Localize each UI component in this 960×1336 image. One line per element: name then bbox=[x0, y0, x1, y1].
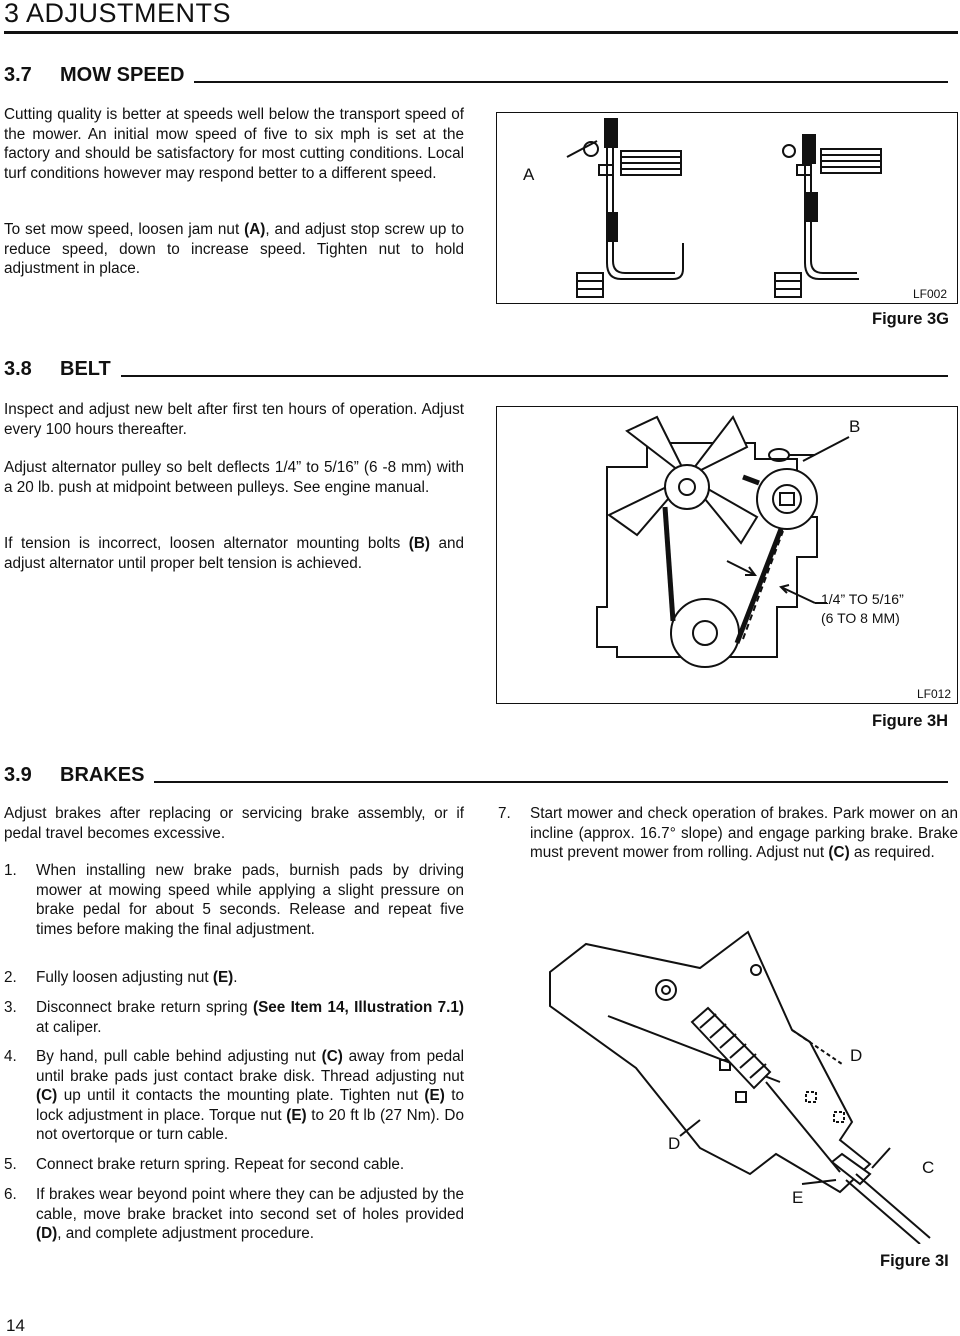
ref-c: (C) bbox=[36, 1087, 58, 1104]
step-number: 2. bbox=[4, 969, 17, 986]
text: If tension is incorrect, loosen alternator mounting bolts bbox=[4, 535, 409, 552]
section-title: BELT bbox=[60, 358, 111, 380]
step-text: Connect brake return spring. Repeat for second cable. bbox=[36, 1156, 405, 1173]
figure-code: LF002 bbox=[913, 287, 948, 301]
chapter-title: 3 ADJUSTMENTS bbox=[4, 0, 232, 28]
step-text bbox=[36, 998, 464, 1037]
section-heading-belt bbox=[4, 358, 948, 381]
text: Start mower and check operation of brakes. Park mower on an incline (approx. 16.7° slope) and engage parking brake. Brake must prevent mower from rolling. Adjust nut bbox=[530, 805, 958, 861]
step-text: When installing new brake pads, burnish pads by driving mower at mowing speed while applying a slight pressure on brake pedal for about 5 seconds. Release and repeat five times before making the final adjustment. bbox=[36, 862, 464, 938]
step-text bbox=[36, 1047, 464, 1145]
label-b: B bbox=[849, 417, 861, 436]
text: , and adjust stop screw up to reduce speed, down to increase speed. Tighten nut to hold adjustment in place. bbox=[4, 221, 464, 277]
section-number: 3.7 bbox=[4, 64, 32, 86]
text: Fully loosen adjusting nut bbox=[36, 969, 213, 986]
step-number: 7. bbox=[498, 805, 511, 822]
figure-code: LF012 bbox=[917, 687, 952, 701]
section-title: MOW SPEED bbox=[60, 64, 185, 86]
chapter-rule bbox=[4, 31, 958, 34]
text: to 20 ft lb (27 Nm). Do not overtorque or turn cable. bbox=[36, 1106, 464, 1143]
mow-paragraph-1: Cutting quality is better at speeds well below the transport speed of the mower. An initial mow speed of five to six mph is set at the factory and should be satisfactory for most cutting conditions. Local turf conditions however may respond better to a different speed. bbox=[4, 106, 464, 182]
text: and adjust alternator until proper belt tension is achieved. bbox=[4, 535, 464, 572]
text: If brakes wear beyond point where they can be adjusted by the cable, move brake bracket into second set of holes provided bbox=[36, 1186, 464, 1223]
heading-rule bbox=[154, 781, 948, 783]
text: To set mow speed, loosen jam nut bbox=[4, 221, 245, 238]
text: at caliper. bbox=[36, 1018, 102, 1036]
section-heading-mow-speed bbox=[4, 64, 948, 87]
pedal-diagram bbox=[497, 113, 957, 303]
ref-c: (C) bbox=[321, 1048, 343, 1065]
ref-a: (A) bbox=[244, 221, 266, 238]
mow-paragraph-2 bbox=[4, 220, 464, 279]
ref-illustration: (See Item 14, Illustration 7.1) bbox=[253, 999, 465, 1016]
brake-step-6 bbox=[4, 1185, 464, 1244]
section-title: BRAKES bbox=[60, 764, 145, 786]
ref-c: (C) bbox=[828, 844, 850, 861]
page-number: 14 bbox=[6, 1316, 25, 1335]
figure-3i-caption: Figure 3I bbox=[880, 1252, 949, 1270]
ref-e: (E) bbox=[286, 1106, 307, 1124]
step-number: 4. bbox=[4, 1048, 17, 1065]
label-e: E bbox=[792, 1188, 804, 1207]
step-text bbox=[530, 804, 958, 863]
brake-step-2 bbox=[4, 968, 464, 988]
label-a: A bbox=[523, 165, 535, 184]
step-text bbox=[36, 1185, 464, 1244]
figure-3g-frame bbox=[496, 112, 958, 304]
label-d-lower: D bbox=[668, 1134, 681, 1153]
section-heading-brakes bbox=[4, 764, 948, 787]
label-c: C bbox=[922, 1158, 935, 1177]
heading-rule bbox=[194, 81, 948, 83]
ref-e: (E) bbox=[212, 969, 234, 986]
figure-3h-frame bbox=[496, 406, 958, 704]
brake-step-5 bbox=[4, 1155, 464, 1175]
text: as required. bbox=[849, 844, 935, 861]
text: By hand, pull cable behind adjusting nut bbox=[36, 1048, 322, 1065]
ref-b: (B) bbox=[408, 535, 430, 552]
brake-step-4 bbox=[4, 1047, 464, 1145]
step-number: 1. bbox=[4, 862, 17, 879]
heading-rule bbox=[121, 375, 948, 377]
dimension-label-metric: (6 TO 8 MM) bbox=[821, 610, 900, 626]
belt-paragraph-1: Inspect and adjust new belt after first ten hours of operation. Adjust every 100 hours thereafter. bbox=[4, 401, 464, 438]
dimension-label: 1/4” TO 5/16” bbox=[821, 591, 904, 607]
text: to lock adjustment in place. Torque nut bbox=[36, 1087, 464, 1124]
text: away from pedal until brake pads just contact brake disk. Thread adjusting nut bbox=[36, 1048, 464, 1085]
step-number: 5. bbox=[4, 1156, 17, 1173]
brake-step-7 bbox=[498, 804, 958, 863]
section-number: 3.8 bbox=[4, 358, 32, 380]
belt-paragraph-3 bbox=[4, 534, 464, 573]
section-number: 3.9 bbox=[4, 764, 32, 786]
belt-paragraph-2: Adjust alternator pulley so belt deflects 1/4” to 5/16” (6 -8 mm) with a 20 lb. push at midpoint between pulleys. See engine manual. bbox=[4, 459, 464, 496]
text: , and complete adjustment procedure. bbox=[57, 1225, 315, 1242]
brake-step-3 bbox=[4, 998, 464, 1037]
brakes-intro: Adjust brakes after replacing or servicing brake assembly, or if pedal travel becomes excessive. bbox=[4, 805, 464, 842]
figure-3g-caption: Figure 3G bbox=[872, 310, 950, 328]
step-number: 6. bbox=[4, 1186, 17, 1203]
label-d-upper: D bbox=[850, 1046, 863, 1065]
step-text bbox=[36, 968, 464, 988]
text: up until it contacts the mounting plate. Tighten nut bbox=[57, 1087, 425, 1104]
step-number: 3. bbox=[4, 999, 17, 1016]
text: . bbox=[233, 969, 238, 986]
brake-step-1 bbox=[4, 861, 464, 939]
ref-d: (D) bbox=[36, 1225, 58, 1242]
belt-diagram bbox=[497, 407, 957, 703]
ref-e: (E) bbox=[424, 1087, 445, 1104]
brake-cable-diagram bbox=[540, 912, 958, 1244]
figure-3i-drawing bbox=[540, 912, 958, 1244]
figure-3h-caption: Figure 3H bbox=[872, 712, 949, 730]
text: Disconnect brake return spring bbox=[36, 999, 253, 1016]
